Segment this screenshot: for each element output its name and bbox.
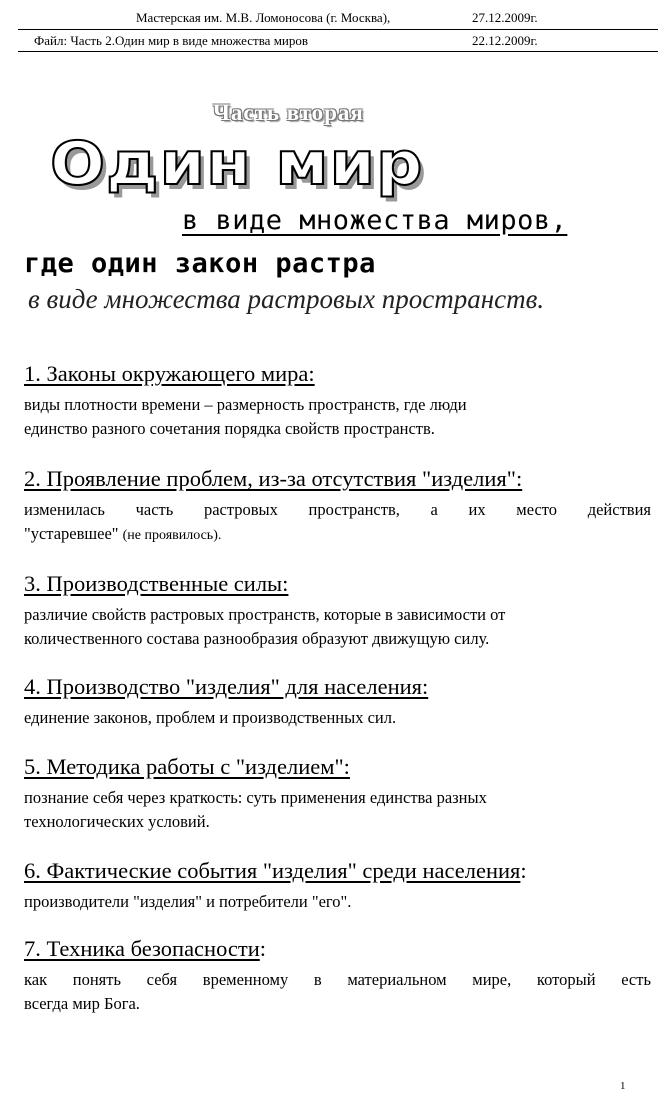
section-text: познание себя через краткость: суть применения единства разных технологических условий. xyxy=(24,788,487,831)
section-4 xyxy=(24,673,651,730)
section-3 xyxy=(24,570,651,651)
section-heading: 1. Законы окружающего мира: xyxy=(24,361,315,386)
section-text: производители "изделия" и потребители "его". xyxy=(24,892,352,911)
header-divider-top xyxy=(18,29,658,30)
section-text: как понять себя временному в материальном мире, который есть всегда мир Бога. xyxy=(24,970,651,1013)
section-heading: 3. Производственные силы: xyxy=(24,571,289,596)
section-2 xyxy=(24,465,651,548)
section-text: единение законов, проблем и производственных сил. xyxy=(24,708,397,727)
header-file: Файл: Часть 2.Один мир в виде множества миров xyxy=(34,33,309,48)
header-divider-bottom xyxy=(18,51,658,52)
section-heading: 2. Проявление проблем, из-за отсутствия "изделия": xyxy=(24,466,523,491)
section-7 xyxy=(24,935,651,1016)
section-text: виды плотности времени – размерность пространств, где люди единство разного сочетания порядка свойств пространств. xyxy=(24,395,467,438)
section-5 xyxy=(24,753,651,834)
section-heading: 5. Методика работы с "изделием": xyxy=(24,754,350,779)
section-heading: 4. Производство "изделия" для населения: xyxy=(24,674,429,699)
part-label: Часть вторая xyxy=(213,100,364,125)
section-heading: 7. Техника безопасности: xyxy=(24,936,267,961)
subtitle-2: где один закон растра xyxy=(24,248,376,279)
header-date-2: 22.12.2009г. xyxy=(472,33,538,48)
section-heading: 6. Фактические события "изделия" среди населения: xyxy=(24,858,527,883)
main-title: Один мир xyxy=(50,129,424,199)
page-number: 1 xyxy=(620,1080,626,1092)
subtitle-1: в виде множества миров, xyxy=(182,205,568,236)
header-workshop: Мастерская им. М.В. Ломоносова (г. Москва), xyxy=(136,10,391,25)
section-text: изменилась часть растровых пространств, а их место действия "устаревшее" (не проявилось). xyxy=(24,500,651,543)
header-date-1: 27.12.2009г. xyxy=(472,10,538,25)
section-text: различие свойств растровых пространств, которые в зависимости от количественного состава разнообразия образуют движущую силу. xyxy=(24,605,506,648)
subtitle-3: в виде множества растровых пространств. xyxy=(28,284,545,314)
section-6 xyxy=(24,857,651,914)
section-1 xyxy=(24,360,651,441)
